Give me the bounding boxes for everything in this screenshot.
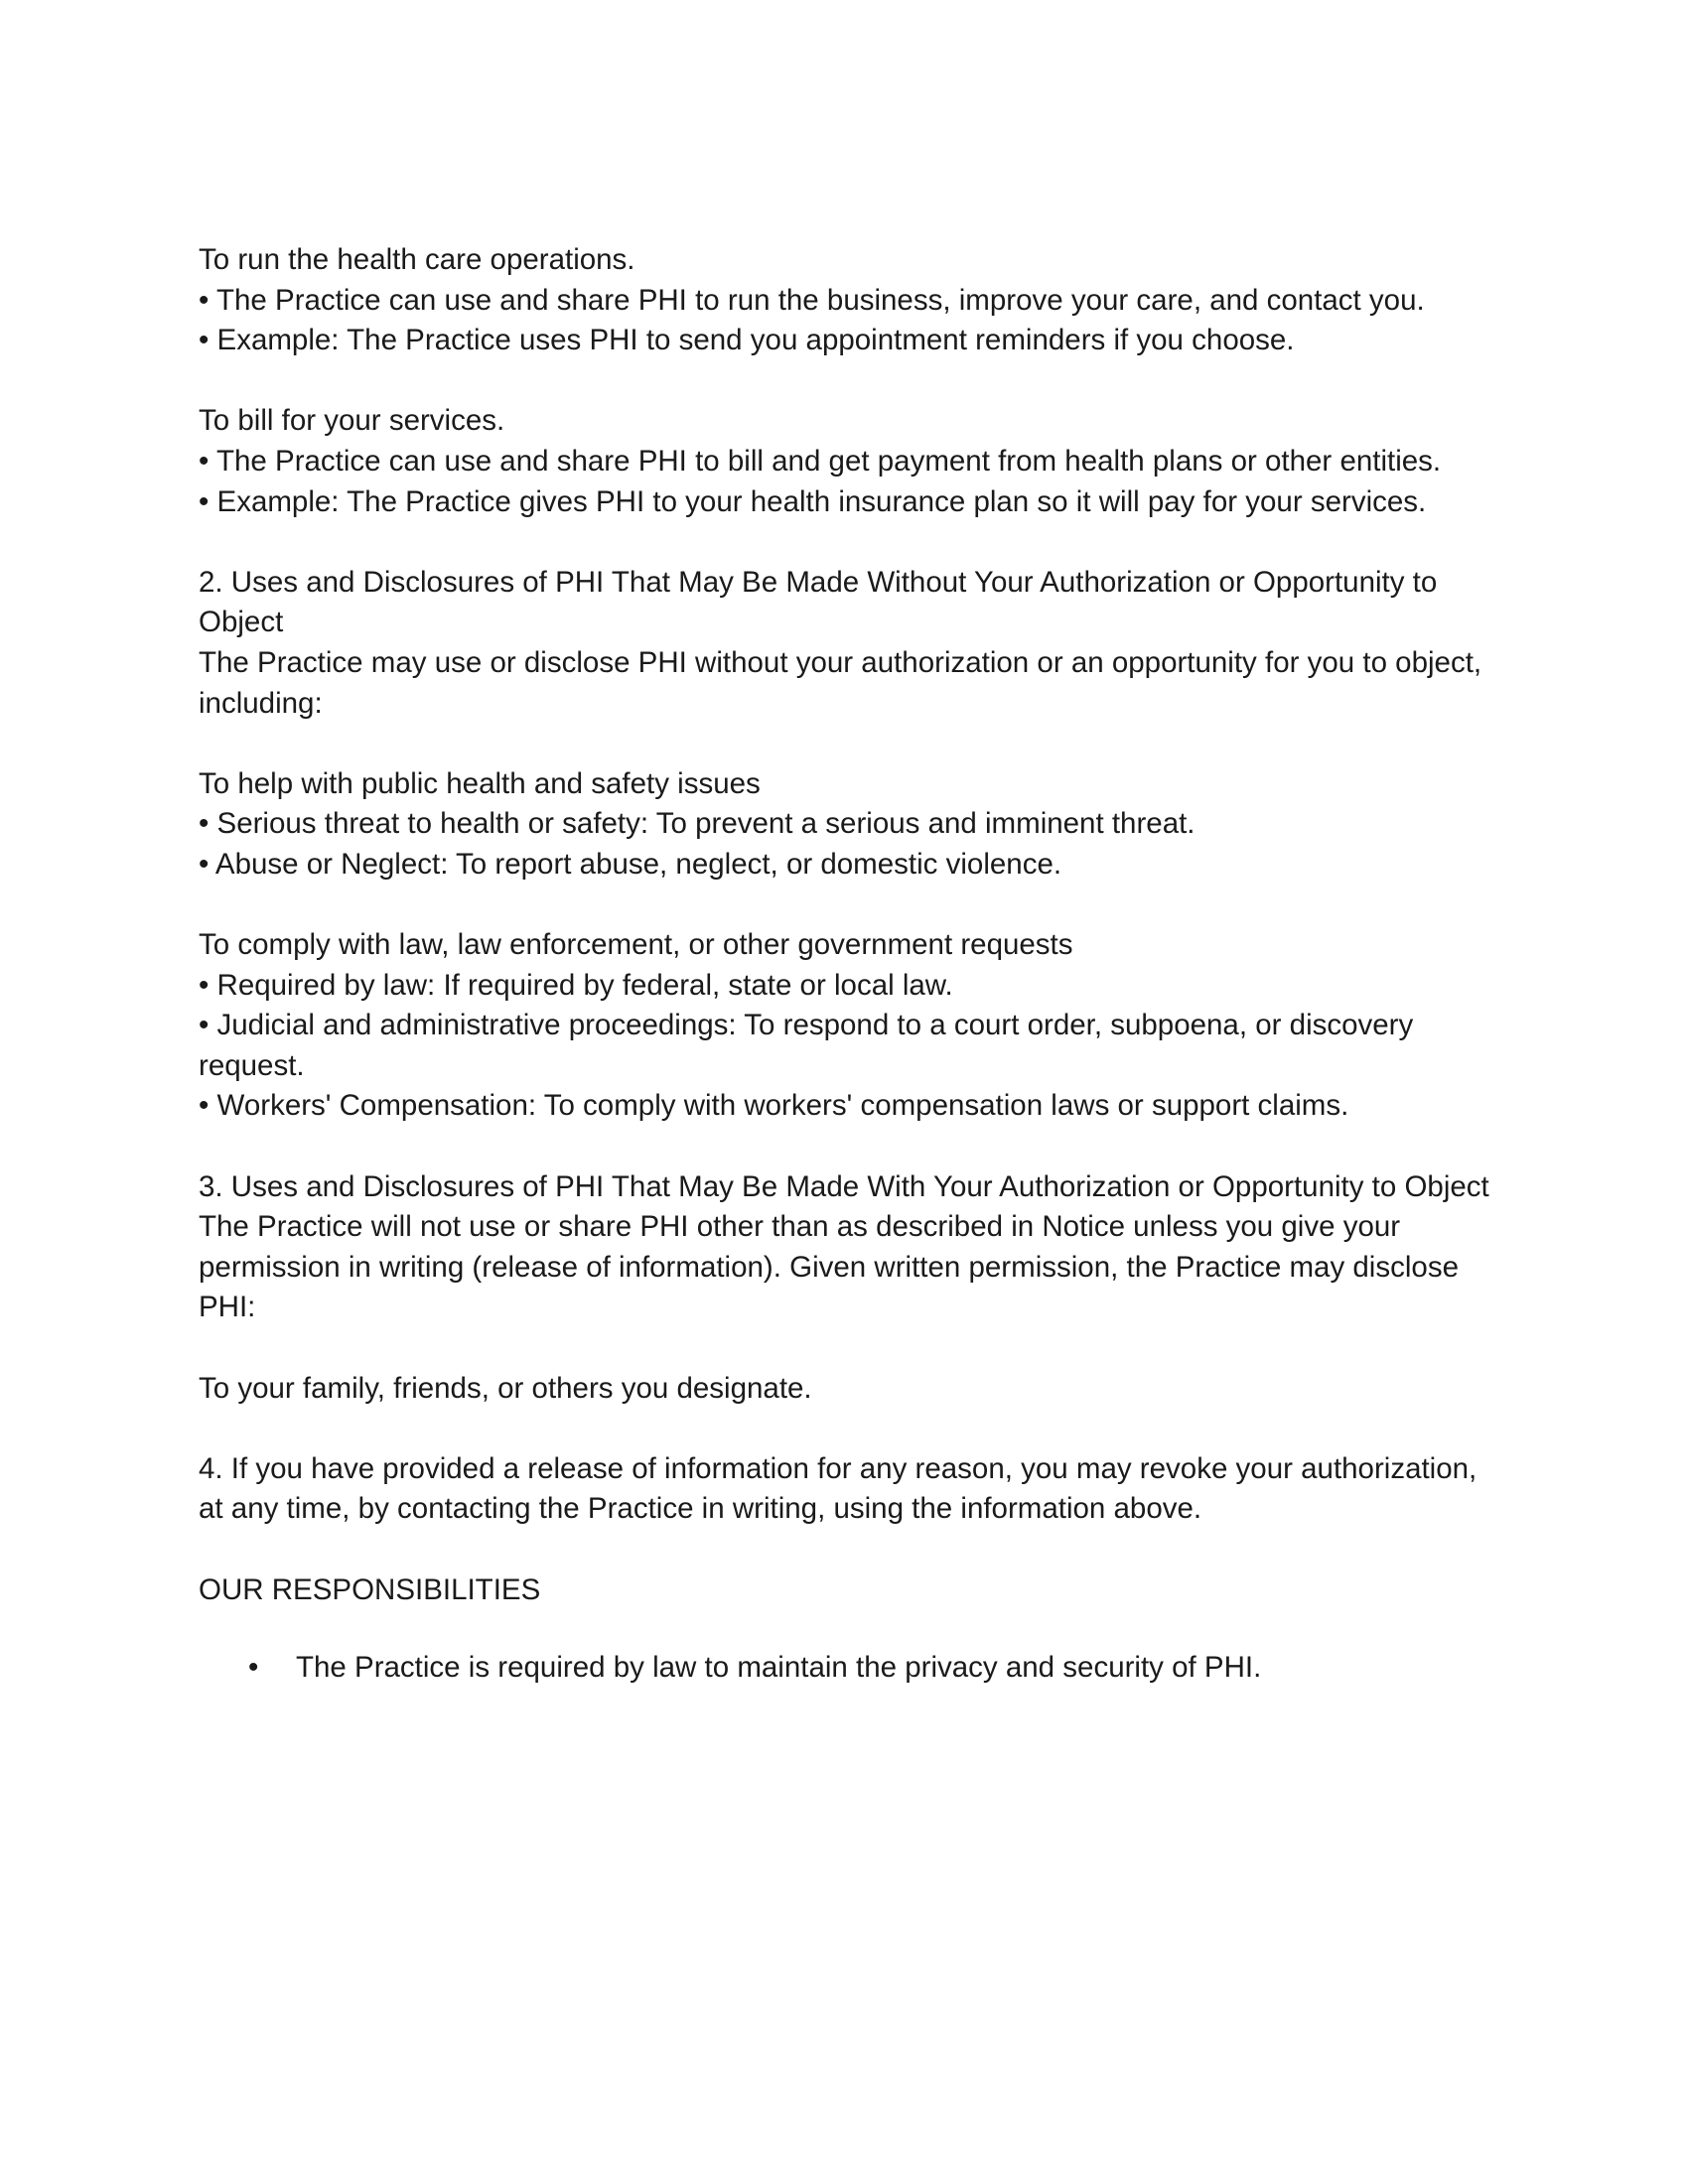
- operations-heading: To run the health care operations.: [199, 243, 635, 276]
- billing-bullet-1: • The Practice can use and share PHI to bill and get payment from health plans or other entities.: [199, 444, 1442, 478]
- spacer: [199, 522, 1489, 563]
- list-item: [199, 1648, 1489, 1689]
- responsibilities-list: [199, 1648, 1489, 1689]
- bullet-icon: •: [248, 1651, 259, 1685]
- law-bullet-1: • Required by law: If required by federal, state or local law.: [199, 968, 953, 1002]
- responsibility-text: The Practice is required by law to maintain the privacy and security of PHI.: [296, 1651, 1262, 1685]
- section-2-intro: The Practice may use or disclose PHI without your authorization or an opportunity for you to object, including:: [199, 645, 1482, 720]
- responsibilities-heading: OUR RESPONSIBILITIES: [199, 1572, 541, 1606]
- spacer: [199, 886, 1489, 926]
- spacer: [199, 724, 1489, 764]
- spacer: [199, 1127, 1489, 1167]
- spacer: [199, 1328, 1489, 1369]
- section-3-title: 3. Uses and Disclosures of PHI That May Be Made With Your Authorization or Opportunity to Object: [199, 1169, 1489, 1203]
- law-bullet-3: • Workers' Compensation: To comply with workers' compensation laws or support claims.: [199, 1089, 1349, 1123]
- spacer: [199, 1530, 1489, 1570]
- section-3-intro: The Practice will not use or share PHI other than as described in Notice unless you give your permission in writing (release of information). Given written permission, the Practice may disclose PHI:: [199, 1210, 1459, 1324]
- public-health-heading: To help with public health and safety issues: [199, 766, 761, 800]
- operations-bullet-1: • The Practice can use and share PHI to run the business, improve your care, and contact you.: [199, 283, 1425, 317]
- public-health-bullet-1: • Serious threat to health or safety: To prevent a serious and imminent threat.: [199, 807, 1196, 841]
- billing-heading: To bill for your services.: [199, 404, 505, 438]
- billing-bullet-2: • Example: The Practice gives PHI to your health insurance plan so it will pay for your services.: [199, 484, 1427, 518]
- law-bullet-2: • Judicial and administrative proceedings: To respond to a court order, subpoena, or discovery request.: [199, 1009, 1414, 1082]
- document-body: [199, 240, 1489, 1689]
- law-heading: To comply with law, law enforcement, or other government requests: [199, 928, 1073, 962]
- public-health-bullet-2: • Abuse or Neglect: To report abuse, neglect, or domestic violence.: [199, 847, 1062, 881]
- section-2-title: 2. Uses and Disclosures of PHI That May Be Made Without Your Authorization or Opportunity to Object: [199, 565, 1438, 639]
- spacer: [199, 1409, 1489, 1449]
- family-text: To your family, friends, or others you designate.: [199, 1371, 812, 1405]
- spacer: [199, 361, 1489, 402]
- operations-bullet-2: • Example: The Practice uses PHI to send you appointment reminders if you choose.: [199, 324, 1295, 357]
- section-4-text: 4. If you have provided a release of information for any reason, you may revoke your authorization, at any time, by contacting the Practice in writing, using the information above.: [199, 1451, 1477, 1526]
